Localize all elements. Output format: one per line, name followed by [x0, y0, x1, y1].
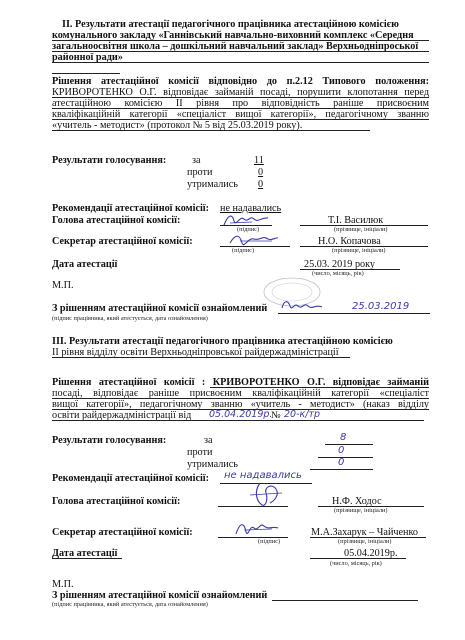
secretary-label: Секретар атестаційної комісії:	[52, 236, 193, 247]
vote-for-value: 11	[254, 155, 264, 166]
vote-against-label: проти	[187, 167, 213, 178]
vote-abstain-value: 0	[258, 179, 264, 190]
section-2-decision-line-5: «учитель - методист» (протокол № 5 від 25.03.2019 року).	[52, 120, 303, 131]
vote-abstain-label: утримались	[187, 179, 238, 190]
voting-label: Результати голосування:	[52, 155, 167, 166]
head-label: Голова атестаційної комісії:	[52, 215, 181, 226]
section-3-title-line-2: II рівня відділу освіти Верхньодніпровської райдержадміністрації	[52, 347, 339, 358]
vote-for-value-3: 8	[340, 432, 347, 443]
vote-for-label: за	[192, 155, 201, 166]
secretary-name-caption-3: (прізвище, ініціали)	[338, 538, 392, 545]
section-2-decision-line-4: кваліфікаційній категорії «спеціаліст вищої категорії», педагогічному званню	[52, 109, 429, 120]
head-label-3: Голова атестаційної комісії:	[52, 496, 181, 507]
secretary-label-3: Секретар атестаційної комісії:	[52, 527, 193, 538]
head-sign-caption: (підпис)	[237, 226, 260, 233]
stamp-place-mp-3: М.П.	[52, 579, 74, 590]
vote-against-label-3: проти	[187, 447, 213, 458]
vote-abstain-label-3: утримались	[187, 459, 238, 470]
acquainted-caption: (підпис працівника, який атестується, дата ознайомлення)	[52, 315, 208, 322]
attestation-date-value: 25.03. 2019 року	[304, 259, 376, 270]
order-number: 20-к/тр	[284, 409, 321, 420]
head-name-caption-3: (прізвище, ініціали)	[334, 507, 388, 514]
attestation-date-caption-3: (число, місяць, рік)	[330, 560, 382, 567]
order-no-label: №	[271, 410, 281, 421]
secretary-name-3: М.А.Захарук – Чайченко	[311, 527, 419, 538]
vote-against-value: 0	[258, 167, 264, 178]
acquainted-label: З рішенням атестаційної комісії ознайомлений	[52, 303, 268, 314]
section-2-decision-line-1: Рішення атестаційної комісії відповідно до п.2.12 Типового положення:	[52, 76, 429, 87]
section-3-decision-line-1: Рішення атестаційної комісії : КРИВОРОТЕНКО О.Г. відповідає займаній	[52, 377, 429, 388]
section-2-decision-line-2: КРИВОРОТЕНКО О.Г. відповідає займаній посаді, порушити клопотання перед	[52, 87, 429, 98]
section-2-title-line-2: комунального закладу «Ганнівський навчально-виховний комплекс «Середня	[52, 30, 414, 41]
secretary-sign-caption: (підпис)	[232, 247, 255, 254]
attestation-date-value-3: 05.04.2019р.	[344, 548, 398, 559]
section-3-decision-line-2: посаді, відповідає раніше присвоєним кваліфікаційній категорії «спеціаліст	[52, 388, 429, 399]
attestation-date-label-3: Дата атестації	[52, 548, 118, 559]
vote-against-value-3: 0	[338, 445, 345, 456]
stamp-place-mp: М.П.	[52, 280, 74, 291]
section-3-decision-line-4: освіти райдержадміністрації від	[52, 410, 192, 421]
vote-for-label-3: за	[204, 435, 213, 446]
vote-abstain-value-3: 0	[338, 457, 345, 468]
head-signature-3	[246, 479, 286, 509]
section-3-title-line-1: III. Результати атестації педагогічного працівника атестаційною комісією	[52, 336, 393, 347]
acquainted-caption-3: (підпис працівника, який атестується, дата ознайомлення)	[52, 601, 208, 608]
acquainted-label-3: З рішенням атестаційної комісії ознайомлений	[52, 590, 268, 601]
recommendations-label: Рекомендації атестаційної комісії:	[52, 203, 210, 214]
section-2-title-line-4: районної ради»	[52, 52, 123, 63]
section-2-title-line-3: загальноосвітня школа – дошкільний навчальний заклад» Верхньодніпроської	[52, 41, 419, 52]
recommendations-label-3: Рекомендації атестаційної комісії:	[52, 473, 210, 484]
order-date: 05.04.2019р.	[209, 409, 273, 420]
attestation-date-label: Дата атестації	[52, 259, 118, 270]
section-3-decision-line-3: вищої категорії», педагогічному званню «учитель - методист» (наказ відділу	[52, 399, 429, 410]
secretary-sign-caption-3: (підпис)	[258, 538, 281, 545]
secretary-name: Н.О. Копачова	[318, 236, 381, 247]
acquainted-date: 25.03.2019	[352, 301, 410, 312]
secretary-name-caption: (прізвище, ініціали)	[332, 247, 386, 254]
head-name: Т.І. Василюк	[328, 215, 384, 226]
recommendations-value: не надавались	[220, 203, 282, 214]
employee-signature	[280, 298, 324, 314]
voting-label-3: Результати голосування:	[52, 435, 167, 446]
secretary-signature-3	[234, 518, 280, 540]
section-2-title-line-1: II. Результати атестації педагогічного працівника атестаційною комісією	[62, 19, 399, 30]
recommendations-value-3: не надавались	[224, 470, 302, 481]
section-2-decision-line-3: атестаційною комісією II рівня про відповідність раніше присвоєним	[52, 98, 429, 109]
head-name-caption: (прізвище, ініціали)	[334, 226, 388, 233]
head-name-3: Н.Ф. Ходос	[332, 496, 382, 507]
attestation-date-caption: (число, місяць, рік)	[312, 270, 364, 277]
